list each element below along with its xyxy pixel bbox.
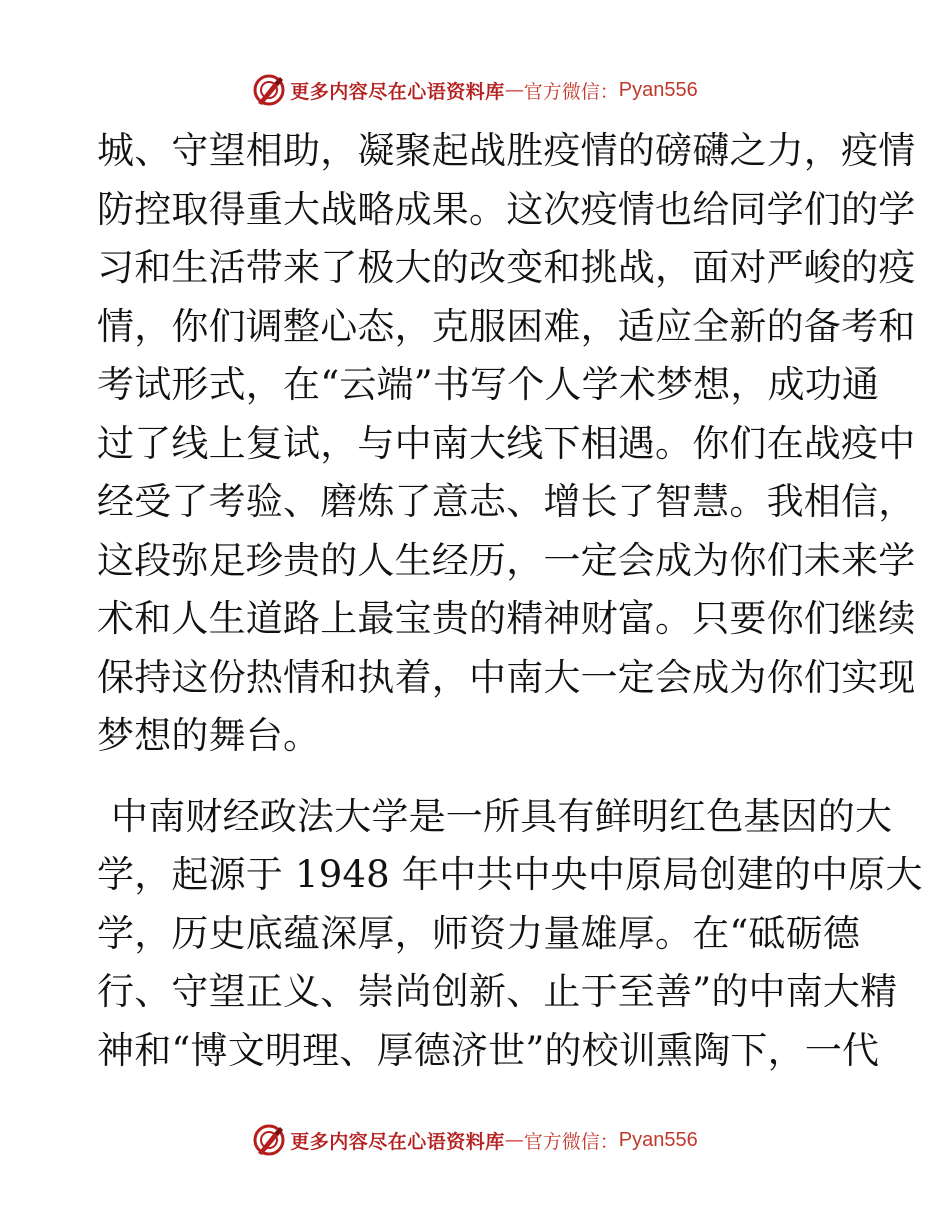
watermark-header [0, 70, 950, 110]
text-line: 防控取得重大战略成果。这次疫情也给同学们的学 [97, 187, 916, 231]
watermark-text: 更多内容尽在心语资料库 [290, 80, 505, 103]
paragraph-1 [97, 122, 916, 766]
text-line: 术和人生道路上最宝贵的精神财富。只要你们继续 [97, 597, 916, 640]
text-line: 保持这份热情和执着，中南大一定会成为你们实现 [97, 655, 916, 699]
pen-circle-logo-icon [252, 73, 286, 107]
watermark-wechat-id: Pyan556 [618, 78, 698, 101]
text-line: 过了线上复试，与中南大线下相遇。你们在战疫中 [97, 421, 916, 465]
watermark-official-label: 官方微信： [523, 80, 619, 103]
text-line: 习和生活带来了极大的改变和挑战，面对严峻的疫 [97, 246, 916, 289]
text-line: 梦想的舞台。 [97, 714, 321, 757]
watermark-dash: — [504, 79, 524, 101]
watermark-dash: — [504, 1129, 524, 1151]
text-line: 这段弥足珍贵的人生经历，一定会成为你们未来学 [97, 538, 916, 582]
watermark-official-label: 官方微信： [523, 1130, 619, 1153]
watermark-footer [0, 1120, 950, 1160]
text-line: 学，起源于 1948 年中共中央中原局创建的中原大 [97, 853, 923, 896]
paragraph-2 [97, 788, 923, 1081]
text-line: 考试形式，在“云端”书写个人学术梦想，成功通 [97, 363, 880, 406]
text-line: 情，你们调整心态，克服困难，适应全新的备考和 [97, 304, 916, 348]
text-line: 学，历史底蕴深厚，师资力量雄厚。在“砥砺德 [97, 911, 861, 955]
text-line: 中南财经政法大学是一所具有鲜明红色基因的大 [111, 794, 893, 838]
text-line: 行、守望正义、崇尚创新、止于至善”的中南大精 [97, 970, 898, 1013]
watermark-wechat-id: Pyan556 [618, 1128, 698, 1151]
document-body [97, 122, 923, 1080]
watermark-text: 更多内容尽在心语资料库 [290, 1130, 505, 1153]
text-line: 神和“博文明理、厚德济世”的校训熏陶下，一代 [97, 1028, 880, 1072]
pen-circle-logo-icon [252, 1123, 286, 1157]
text-line: 城、守望相助，凝聚起战胜疫情的磅礴之力，疫情 [97, 129, 916, 172]
text-line: 经受了考验、磨炼了意志、增长了智慧。我相信， [97, 480, 916, 523]
